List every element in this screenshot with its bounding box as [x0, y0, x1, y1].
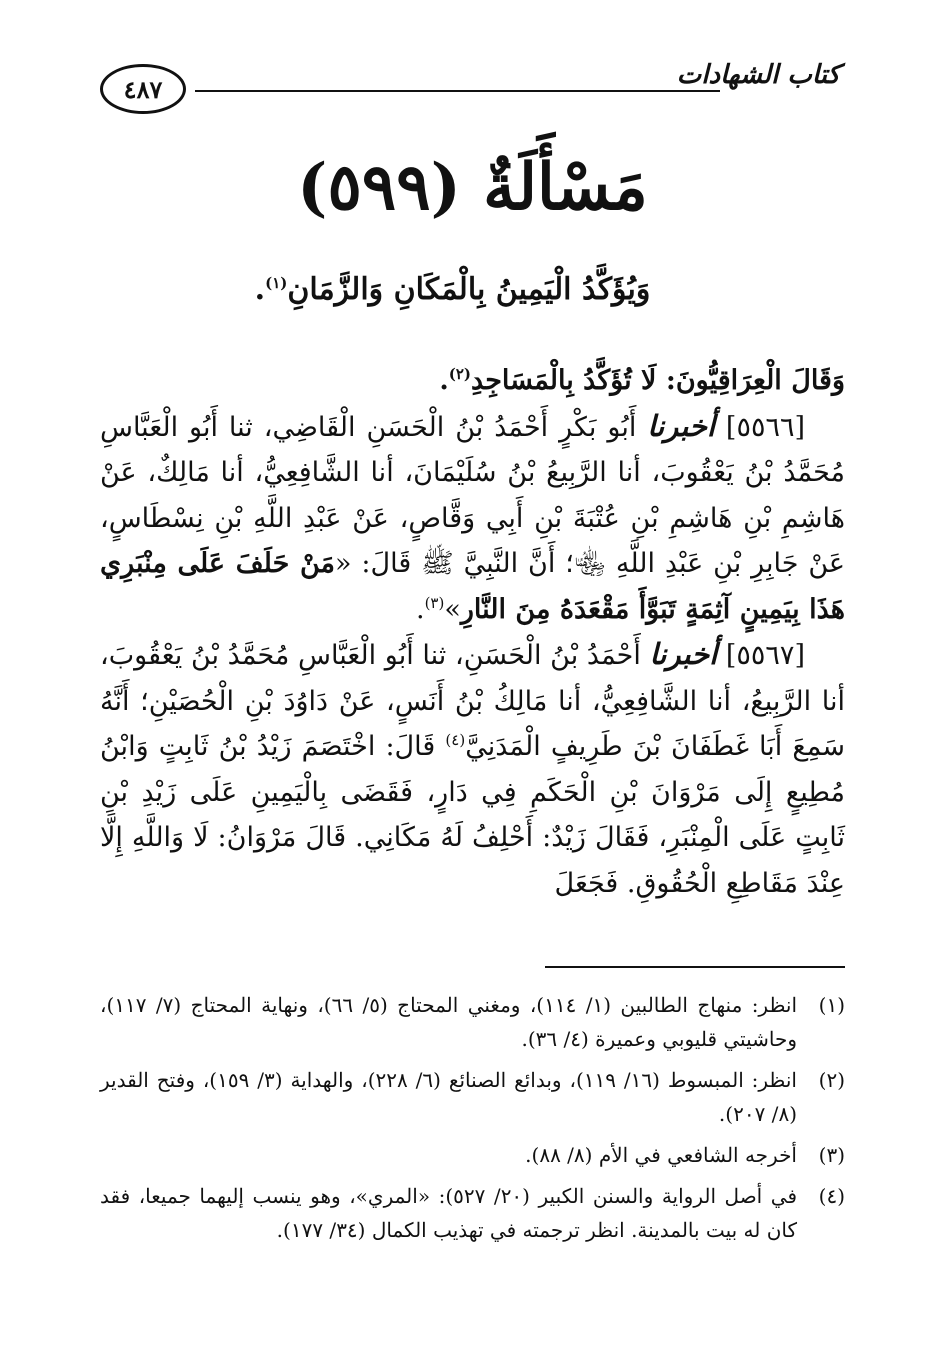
hadith-5566	[100, 404, 845, 633]
isnad-text: أَحْمَدُ بْنُ الْحَسَنِ، ثنا أَبُو الْعَبَّاسِ مُحَمَّدُ بْنُ يَعْقُوبَ، أنا الرَّبِيعُ، أنا الشَّافِعِيُّ، أنا مَالِكُ بْنُ أَنَسٍ، عَنْ دَاوُدَ بْنِ الْحُصَيْنِ؛ أَنَّهُ سَمِعَ أَبَا غَطَفَانَ بْنَ طَرِيفٍ الْمَدَنِيَّ	[100, 640, 846, 762]
footnote-4	[100, 1179, 845, 1247]
footnote-3	[100, 1138, 845, 1172]
iraqis-end: .	[439, 365, 449, 396]
running-title: كتاب الشهادات	[676, 60, 840, 90]
footnote-number: (٤)	[818, 1184, 845, 1208]
page-number-badge: ٤٨٧	[100, 64, 186, 114]
footnote-separator	[545, 966, 845, 968]
footnote-ref-2: (٢)	[448, 365, 472, 383]
footnote-ref-4: (٤)	[445, 731, 466, 749]
hadith-end: .	[415, 593, 425, 625]
footnote-2	[100, 1063, 845, 1131]
footnote-text: في أصل الرواية والسنن الكبير (٢٠/ ٥٢٧): «المري»، وهو ينسب إليهما جميعا، فقد كان له بيت بالمدينة. انظر ترجمته في تهذيب الكمال (٣٤/ ١٧٧).	[100, 1184, 798, 1242]
akhbarana-label: أخبرنا	[649, 637, 718, 671]
footnote-ref-1: (١)	[265, 274, 288, 292]
akhbarana-label: أخبرنا	[647, 408, 715, 443]
header-rule	[195, 90, 720, 92]
hadith-5567	[100, 632, 845, 906]
hadith-number: [٥٥٦٧]	[725, 640, 805, 671]
footnote-number: (١)	[818, 993, 845, 1017]
main-text	[100, 358, 845, 906]
footnote-text: انظر: المبسوط (١٦/ ١١٩)، وبدائع الصنائع (٦/ ٢٢٨)، والهداية (٣/ ١٥٩)، وفتح القدير (٨/ ٢٠٧).	[100, 1068, 797, 1126]
quote-close: »	[444, 593, 461, 625]
subtitle-end: .	[254, 272, 266, 307]
issue-heading: مَسْأَلَةٌ (٥٩٩)	[297, 150, 648, 225]
footnote-number: (٣)	[818, 1143, 845, 1167]
footnotes	[100, 988, 845, 1254]
subtitle-text: وَيُؤَكَّدُ الْيَمِينُ بِالْمَكَانِ وَالزَّمَانِ	[287, 272, 651, 307]
footnote-number: (٢)	[818, 1068, 845, 1092]
hadith-number: [٥٥٦٦]	[725, 411, 806, 443]
narration-text: قَالَ: اخْتَصَمَ زَيْدُ بْنُ ثَابِتٍ وَابْنُ مُطِيعٍ إِلَى مَرْوَانَ بْنِ الْحَكَمِ فِي دَارٍ، فَقَضَى بِالْيَمِينِ عَلَى زَيْدِ بْنِ ثَابِتٍ عَلَى الْمِنْبَرِ، فَقَالَ زَيْدٌ: أَحْلِفُ لَهُ مَكَانِي. قَالَ مَرْوَانُ: لَا وَاللَّهِ إِلَّا عِنْدَ مَقَاطِعِ الْحُقُوقِ. فَجَعَلَ	[100, 731, 845, 899]
hadith-matn: مَنْ حَلَفَ عَلَى مِنْبَرِي هَذَا بِيَمِينٍ آثِمَةٍ تَبَوَّأَ مَقْعَدَهُ مِنَ النَّارِ	[100, 548, 845, 625]
footnote-text: أخرجه الشافعي في الأم (٨/ ٨٨).	[525, 1143, 797, 1167]
paragraph-iraqis	[100, 358, 845, 404]
page-header	[100, 52, 840, 112]
footnote-text: انظر: منهاج الطالبين (١/ ١١٤)، ومغني المحتاج (٥/ ٦٦)، ونهاية المحتاج (٧/ ١١٧)، وحاشيتي قليوبي وعميرة (٤/ ٣٦).	[100, 993, 797, 1051]
issue-subtitle	[60, 272, 845, 307]
isnad-text: أَبُو بَكْرٍ أَحْمَدُ بْنُ الْحَسَنِ الْقَاضِي، ثنا أَبُو الْعَبَّاسِ مُحَمَّدُ بْنُ يَعْقُوبَ، أنا الرَّبِيعُ بْنُ سُلَيْمَانَ، أنا الشَّافِعِيُّ، أنا مَالِكٌ، عَنْ هَاشِمِ بْنِ هَاشِمِ بْنِ عُتْبَةَ بْنِ أَبِي وَقَّاصٍ، عَنْ عَبْدِ اللَّهِ بْنِ نِسْطَاسٍ، عَنْ جَابِرِ بْنِ عَبْدِ اللَّهِ ﵄؛ أَنَّ النَّبِيَّ ﷺ قَالَ: «	[100, 411, 845, 579]
footnote-1	[100, 988, 845, 1056]
iraqis-text: وَقَالَ الْعِرَاقِيُّونَ: لَا تُؤَكَّدُ بِالْمَسَاجِدِ	[471, 365, 845, 396]
footnote-ref-3: (٣)	[424, 593, 445, 612]
